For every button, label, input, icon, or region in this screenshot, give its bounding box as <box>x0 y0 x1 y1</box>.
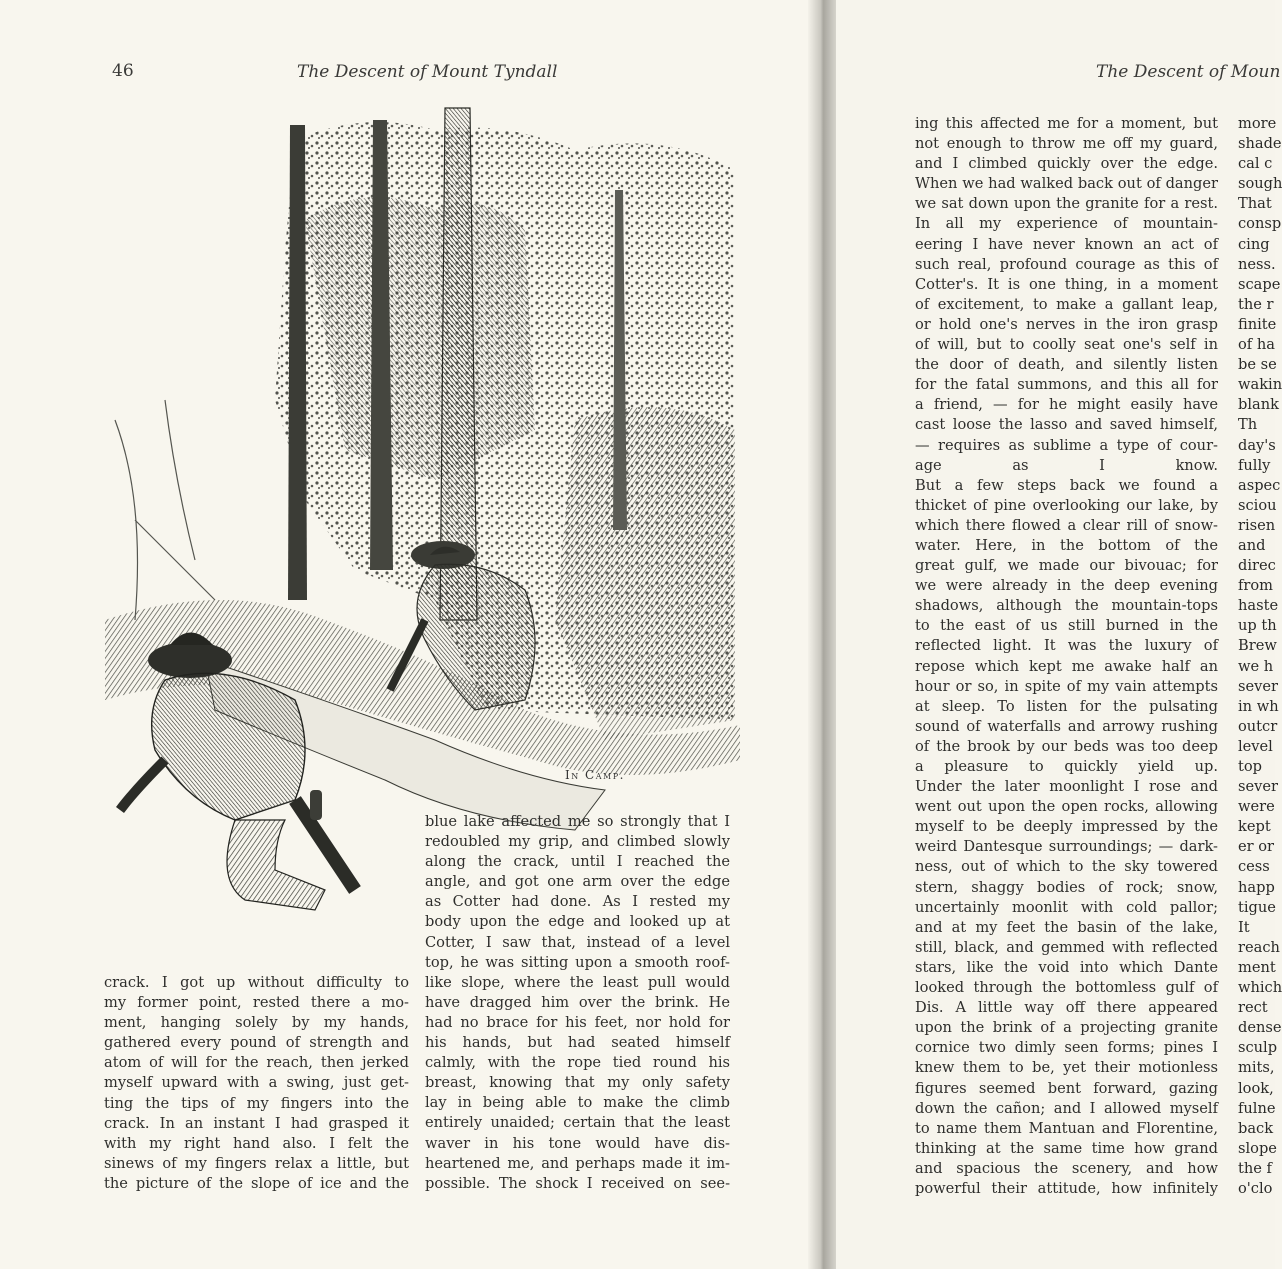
text-line: and I climbed quickly over the edge. <box>915 155 1218 173</box>
text-line: with my right hand also. I felt the <box>104 1134 409 1152</box>
text-line: ness, out of which to the sky towered <box>915 858 1218 876</box>
text-line: thinking at the same time how grand <box>915 1139 1218 1157</box>
text-line: thicket of pine overlooking our lake, by <box>915 496 1218 514</box>
text-line: ing this affected me for a moment, but <box>915 115 1218 132</box>
text-line: kept <box>1238 818 1271 836</box>
text-line: looked through the bottomless gulf of <box>915 979 1218 997</box>
text-line: up th <box>1238 617 1277 635</box>
text-line: a pleasure to quickly yield up. <box>915 758 1218 775</box>
text-line: Under the later moonlight I rose and <box>915 778 1218 796</box>
text-line: blank <box>1238 396 1279 414</box>
text-line: When we had walked back out of danger <box>915 175 1218 193</box>
text-line: lay in being able to make the climb <box>425 1094 730 1112</box>
text-line: outcr <box>1238 717 1278 735</box>
text-line: the door of death, and silently listen <box>915 356 1218 374</box>
text-line: which there flowed a clear rill of snow- <box>915 516 1218 534</box>
text-line: top <box>1238 758 1262 775</box>
text-line: stars, like the void into which Dante <box>915 958 1218 976</box>
text-line: myself upward with a swing, just get- <box>104 1074 409 1092</box>
text-line: heartened me, and perhaps made it im- <box>425 1154 730 1172</box>
text-line: repose which kept me awake half an <box>915 657 1218 675</box>
text-line: we h <box>1238 657 1274 675</box>
text-line: breast, knowing that my only safety <box>425 1074 730 1092</box>
text-line: went out upon the open rocks, allowing <box>915 798 1218 816</box>
page-number: 46 <box>112 61 134 81</box>
text-line: wakin <box>1238 376 1282 394</box>
text-line: Th <box>1238 416 1258 434</box>
text-line: crack. I got up without difficulty to <box>104 974 409 991</box>
text-line: myself to be deeply impressed by the <box>915 818 1218 836</box>
text-line: angle, and got one arm over the edge <box>425 873 730 891</box>
text-line: blue lake affected me so strongly that I <box>425 813 730 830</box>
text-line: or hold one's nerves in the iron grasp <box>915 315 1218 333</box>
text-line: and spacious the scenery, and how <box>915 1159 1218 1177</box>
text-line: for the fatal summons, and this all for <box>915 376 1218 394</box>
text-line: a friend, — for he might easily have <box>915 396 1218 414</box>
text-line: reflected light. It was the luxury of <box>915 637 1218 655</box>
text-line: cing <box>1238 235 1270 253</box>
text-line: of excitement, to make a gallant leap, <box>915 295 1218 313</box>
text-line: consp <box>1238 215 1282 233</box>
text-line: waver in his tone would have dis- <box>425 1134 730 1152</box>
text-line: sound of waterfalls and arrowy rushing <box>915 717 1218 735</box>
text-line: uncertainly moonlit with cold pallor; <box>915 898 1218 916</box>
text-line: down the cañon; and I allowed myself <box>915 1099 1218 1117</box>
text-line: to the east of us still burned in the <box>915 617 1218 635</box>
text-line: along the crack, until I reached the <box>425 853 730 871</box>
text-line: day's <box>1238 436 1276 454</box>
text-line: we were already in the deep evening <box>915 577 1218 595</box>
text-line: ness. <box>1238 255 1276 273</box>
text-line: hour or so, in spite of my vain attempts <box>915 677 1218 695</box>
text-line: But a few steps back we found a <box>915 476 1218 494</box>
text-line: risen <box>1238 516 1276 534</box>
right-page-column <box>915 114 1218 1199</box>
text-line: and at my feet the basin of the lake, <box>915 918 1218 936</box>
text-line: possible. The shock I received on see- <box>425 1174 730 1192</box>
text-line: sever <box>1238 677 1278 695</box>
left-page-right-column <box>425 812 730 1194</box>
running-head-left: The Descent of Mount Tyndall <box>297 62 558 82</box>
text-line: ting the tips of my fingers into the <box>104 1094 409 1112</box>
text-line: my former point, rested there a mo- <box>104 994 409 1012</box>
left-page-lower-column <box>104 973 409 1194</box>
text-line: Cotter's. It is one thing, in a moment <box>915 275 1218 293</box>
right-page-cutoff-column <box>1238 114 1282 1199</box>
text-line: had no brace for his feet, nor hold for <box>425 1013 730 1031</box>
text-line: fully <box>1238 456 1271 474</box>
book-gutter <box>808 0 836 1269</box>
text-line: figures seemed bent forward, gazing <box>915 1079 1218 1097</box>
text-line: upon the brink of a projecting granite <box>915 1019 1218 1037</box>
text-line: of will, but to coolly seat one's self in <box>915 336 1218 354</box>
text-line: as Cotter had done. As I rested my <box>425 893 730 911</box>
text-line: have dragged him over the brink. He <box>425 993 730 1011</box>
text-line: mits, <box>1238 1059 1275 1077</box>
text-line: at sleep. To listen for the pulsating <box>915 697 1218 715</box>
text-line: top, he was sitting upon a smooth roof- <box>425 953 730 971</box>
text-line: happ <box>1238 878 1275 896</box>
text-line: his hands, but had seated himself <box>425 1034 730 1052</box>
text-line: and <box>1238 536 1266 554</box>
text-line: reach <box>1238 938 1280 956</box>
text-line: ment, hanging solely by my hands, <box>104 1014 409 1032</box>
text-line: we sat down upon the granite for a rest. <box>915 195 1218 213</box>
illustration-caption: In Camp. <box>565 768 625 782</box>
text-line: sinews of my fingers relax a little, but <box>104 1154 409 1172</box>
text-line: still, black, and gemmed with reflected <box>915 938 1218 956</box>
text-line: knew them to be, yet their motionless <box>915 1059 1218 1077</box>
text-line: It <box>1238 918 1250 936</box>
text-line: like slope, where the least pull would <box>425 973 730 991</box>
text-line: aspec <box>1238 476 1281 494</box>
text-line: age as I know. <box>915 456 1218 474</box>
text-line: fulne <box>1238 1099 1276 1117</box>
text-line: to name them Mantuan and Florentine, <box>915 1119 1218 1137</box>
text-line: — requires as sublime a type of cour- <box>915 436 1218 454</box>
text-line: the r <box>1238 295 1274 313</box>
text-line: redoubled my grip, and climbed slowly <box>425 833 730 851</box>
text-line: Brew <box>1238 637 1277 655</box>
text-line: In all my experience of mountain- <box>915 215 1218 233</box>
text-line: back <box>1238 1119 1274 1137</box>
text-line: not enough to throw me off my guard, <box>915 135 1218 153</box>
text-line: be se <box>1238 356 1277 374</box>
text-line: shadows, although the mountain-tops <box>915 597 1218 615</box>
text-line: Dis. A little way off there appeared <box>915 999 1218 1017</box>
text-line: atom of will for the reach, then jerked <box>104 1054 409 1072</box>
text-line: which <box>1238 979 1282 997</box>
running-head-right: The Descent of Moun <box>1096 62 1281 82</box>
text-line: were <box>1238 798 1275 816</box>
text-line: sough <box>1238 175 1282 193</box>
text-line: calmly, with the rope tied round his <box>425 1054 730 1072</box>
text-line: sculp <box>1238 1039 1278 1057</box>
text-line: haste <box>1238 597 1279 615</box>
text-line: gathered every pound of strength and <box>104 1034 409 1052</box>
text-line: body upon the edge and looked up at <box>425 913 730 931</box>
text-line: weird Dantesque surroundings; — dark- <box>915 838 1218 856</box>
text-line: entirely unaided; certain that the least <box>425 1114 730 1132</box>
text-line: the picture of the slope of ice and the <box>104 1174 409 1192</box>
text-line: cast loose the lasso and saved himself, <box>915 416 1218 434</box>
text-line: tigue <box>1238 898 1276 916</box>
text-line: level <box>1238 737 1273 755</box>
text-line: ment <box>1238 958 1276 976</box>
text-line: crack. In an instant I had grasped it <box>104 1114 409 1132</box>
text-line: stern, shaggy bodies of rock; snow, <box>915 878 1218 896</box>
text-line: Cotter, I saw that, instead of a level <box>425 933 730 951</box>
text-line: of the brook by our beds was too deep <box>915 737 1218 755</box>
text-line: o'clo <box>1238 1179 1273 1197</box>
text-line: cess <box>1238 858 1270 876</box>
text-line: of ha <box>1238 336 1275 354</box>
text-line: dense <box>1238 1019 1282 1037</box>
text-line: sever <box>1238 778 1278 796</box>
text-line: finite <box>1238 315 1277 333</box>
text-line: more <box>1238 115 1277 132</box>
text-line: such real, profound courage as this of <box>915 255 1218 273</box>
text-line: slope <box>1238 1139 1277 1157</box>
text-line: powerful their attitude, how infinitely <box>915 1179 1218 1197</box>
text-line: the f <box>1238 1159 1272 1177</box>
text-line: rect <box>1238 999 1268 1017</box>
text-line: That <box>1238 195 1272 213</box>
text-line: in wh <box>1238 697 1279 715</box>
text-line: sciou <box>1238 496 1277 514</box>
text-line: look, <box>1238 1079 1274 1097</box>
text-line: scape <box>1238 275 1281 293</box>
text-line: er or <box>1238 838 1275 856</box>
text-line: great gulf, we made our bivouac; for <box>915 557 1218 575</box>
text-line: cornice two dimly seen forms; pines I <box>915 1039 1218 1057</box>
text-line: eering I have never known an act of <box>915 235 1218 253</box>
text-line: water. Here, in the bottom of the <box>915 536 1218 554</box>
text-line: cal c <box>1238 155 1273 173</box>
text-line: shade <box>1238 135 1282 153</box>
text-line: from <box>1238 577 1274 595</box>
text-line: direc <box>1238 557 1276 575</box>
